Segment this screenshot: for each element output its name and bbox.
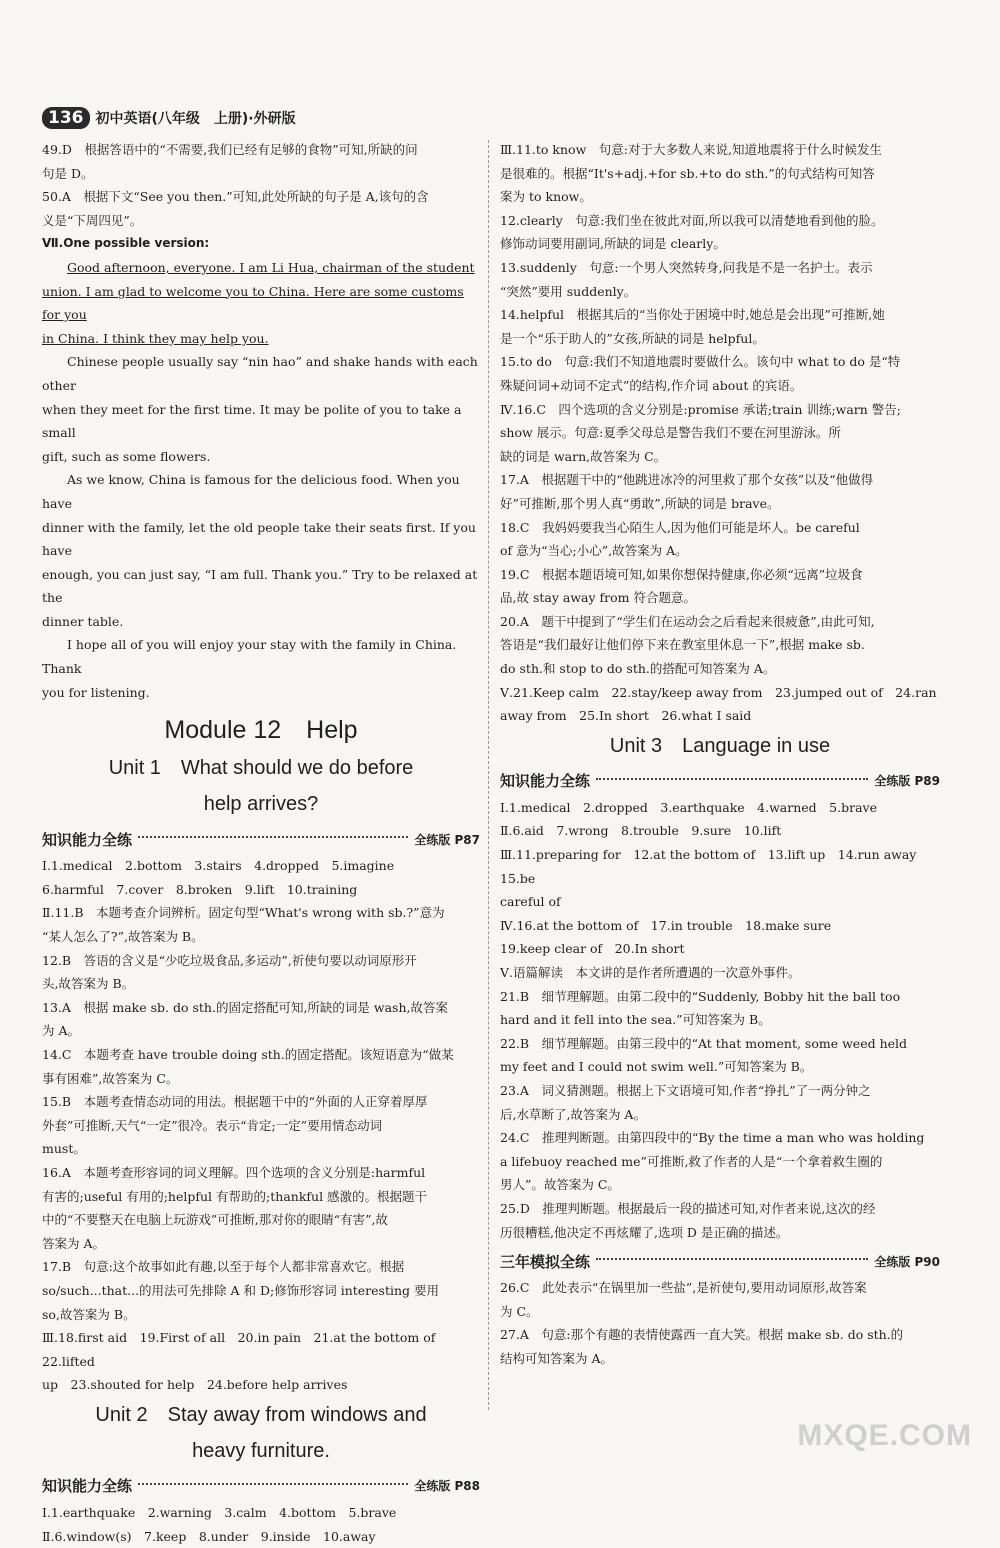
answer-line: 案为 to know。 bbox=[500, 185, 940, 209]
answer-line: away from 25.In short 26.what I said bbox=[500, 704, 940, 728]
answer-line: 是很难的。根据“It's+adj.+for sb.+to do sth.”的句式结构可知答 bbox=[500, 162, 940, 186]
answer-line: 16.A 本题考查形容词的词义理解。四个选项的含义分别是:harmful bbox=[42, 1161, 480, 1185]
answer-line: 外套”可推断,天气“一定”很冷。表示“肯定;一定”要用情态动词 bbox=[42, 1114, 480, 1138]
section-ref: 全练版 P90 bbox=[874, 1253, 940, 1270]
answer-line: 50.A 根据下文“See you then.”可知,此处所缺的句子是 A,该句的含 bbox=[42, 185, 480, 209]
answer-line: 12.B 答语的含义是“少吃垃圾食品,多运动”,祈使句要以动词原形开 bbox=[42, 949, 480, 973]
answer-line: Ⅱ.6.aid 7.wrong 8.trouble 9.sure 10.lift bbox=[500, 819, 940, 843]
answer-line: Ⅰ.1.medical 2.bottom 3.stairs 4.dropped 5.imagine bbox=[42, 854, 480, 878]
unit2-answers bbox=[42, 1501, 480, 1548]
answer-line: 15.B 本题考查情态动词的用法。根据题干中的“外面的人正穿着厚厚 bbox=[42, 1090, 480, 1114]
right-column bbox=[500, 138, 940, 1371]
answer-line: 21.B 细节理解题。由第二段中的“Suddenly, Bobby hit the ball too bbox=[500, 985, 940, 1009]
answer-line: 15.to do 句意:我们不知道地震时要做什么。该句中 what to do 是“特 bbox=[500, 350, 940, 374]
answer-line: 17.B 句意:这个故事如此有趣,以至于每个人都非常喜欢它。根据 bbox=[42, 1255, 480, 1279]
unit-title: help arrives? bbox=[42, 786, 480, 822]
essay-line: union. I am glad to welcome you to China. Here are some customs for you bbox=[42, 280, 480, 327]
essay-line: As we know, China is famous for the delicious food. When you have bbox=[42, 468, 480, 515]
answer-line: 答语是“我们最好让他们停下来在教室里休息一下”,根据 make sb. bbox=[500, 633, 940, 657]
answer-line: 男人”。故答案为 C。 bbox=[500, 1173, 940, 1197]
answer-line: Ⅳ.16.at the bottom of 17.in trouble 18.make sure bbox=[500, 914, 940, 938]
answer-line: 17.A 根据题干中的“他跳进冰冷的河里救了那个女孩”以及“他做得 bbox=[500, 468, 940, 492]
answer-line: careful of bbox=[500, 890, 940, 914]
answer-line: 义是“下周四见”。 bbox=[42, 209, 480, 233]
answer-line: 13.A 根据 make sb. do sth.的固定搭配可知,所缺的词是 wash,故答案 bbox=[42, 996, 480, 1020]
page-header bbox=[42, 103, 296, 133]
answer-line: 有害的;useful 有用的;helpful 有帮助的;thankful 感激的。根据题干 bbox=[42, 1185, 480, 1209]
answer-line: 25.D 推理判断题。根据最后一段的描述可知,对作者来说,这次的经 bbox=[500, 1197, 940, 1221]
answer-line: 为 A。 bbox=[42, 1019, 480, 1043]
answer-line: 49.D 根据答语中的“不需要,我们已经有足够的食物”可知,所缺的问 bbox=[42, 138, 480, 162]
answer-line: hard and it fell into the sea.”可知答案为 B。 bbox=[500, 1008, 940, 1032]
practice-answers bbox=[500, 1276, 940, 1370]
essay-line: you for listening. bbox=[42, 681, 480, 705]
answer-line: so,故答案为 B。 bbox=[42, 1303, 480, 1327]
answer-line: 14.C 本题考查 have trouble doing sth.的固定搭配。该短语意为“做某 bbox=[42, 1043, 480, 1067]
answer-line: Ⅲ.11.preparing for 12.at the bottom of 13.lift up 14.run away 15.be bbox=[500, 843, 940, 890]
section-heading bbox=[42, 1473, 480, 1499]
answer-line: 结构可知答案为 A。 bbox=[500, 1347, 940, 1371]
answer-line: do sth.和 stop to do sth.的搭配可知答案为 A。 bbox=[500, 657, 940, 681]
unit3-answers bbox=[500, 796, 940, 1244]
answer-line: 14.helpful 根据其后的“当你处于困境中时,她总是会出现”可推断,她 bbox=[500, 303, 940, 327]
module-title: Module 12 Help bbox=[42, 710, 480, 746]
answer-line: Ⅰ.1.earthquake 2.warning 3.calm 4.bottom 5.brave bbox=[42, 1501, 480, 1525]
section-heading bbox=[500, 768, 940, 794]
essay-line: enough, you can just say, “I am full. Thank you.” Try to be relaxed at the bbox=[42, 563, 480, 610]
answer-line: 26.C 此处表示“在锅里加一些盐”,是祈使句,要用动词原形,故答案 bbox=[500, 1276, 940, 1300]
answer-line: 27.A 句意:那个有趣的表情使露西一直大笑。根据 make sb. do sth.的 bbox=[500, 1323, 940, 1347]
answer-line: 后,水草断了,故答案为 A。 bbox=[500, 1103, 940, 1127]
answer-line: 22.B 细节理解题。由第三段中的“At that moment, some weed held bbox=[500, 1032, 940, 1056]
section-heading bbox=[42, 826, 480, 852]
answer-line: 20.A 题干中提到了“学生们在运动会之后看起来很疲惫”,由此可知, bbox=[500, 610, 940, 634]
answer-line: 24.C 推理判断题。由第四段中的“By the time a man who was holding bbox=[500, 1126, 940, 1150]
answer-line: must。 bbox=[42, 1137, 480, 1161]
answer-line: my feet and I could not swim well.”可知答案为 B。 bbox=[500, 1055, 940, 1079]
unit-title: heavy furniture. bbox=[42, 1433, 480, 1469]
answer-line: Ⅱ.6.window(s) 7.keep 8.under 9.inside 10.away bbox=[42, 1525, 480, 1548]
watermark: MXQE.COM bbox=[797, 1419, 972, 1453]
answer-line: 13.suddenly 句意:一个男人突然转身,问我是不是一名护士。表示 bbox=[500, 256, 940, 280]
answer-line: Ⅱ.11.B 本题考查介词辨析。固定句型“What's wrong with sb.?”意为 bbox=[42, 901, 480, 925]
answer-line: of 意为“当心;小心”,故答案为 A。 bbox=[500, 539, 940, 563]
answer-line: 19.C 根据本题语境可知,如果你想保持健康,你必须“远离”垃圾食 bbox=[500, 563, 940, 587]
answer-line: 修饰动词要用副词,所缺的词是 clearly。 bbox=[500, 232, 940, 256]
answer-line: Ⅲ.18.first aid 19.First of all 20.in pain 21.at the bottom of 22.lifted bbox=[42, 1326, 480, 1373]
answer-line: 18.C 我妈妈要我当心陌生人,因为他们可能是坏人。be careful bbox=[500, 516, 940, 540]
answer-line: 是一个“乐于助人的”女孩,所缺的词是 helpful。 bbox=[500, 327, 940, 351]
dotted-leader bbox=[596, 778, 868, 780]
answer-line: up 23.shouted for help 24.before help arrives bbox=[42, 1373, 480, 1397]
essay-line: dinner with the family, let the old people take their seats first. If you have bbox=[42, 516, 480, 563]
answer-line: Ⅰ.1.medical 2.dropped 3.earthquake 4.warned 5.brave bbox=[500, 796, 940, 820]
answer-line: 好”可推断,那个男人真“勇敢”,所缺的词是 brave。 bbox=[500, 492, 940, 516]
answer-line: 中的“不要整天在电脑上玩游戏”可推断,那对你的眼睛“有害”,故 bbox=[42, 1208, 480, 1232]
essay-line: Chinese people usually say “nin hao” and shake hands with each other bbox=[42, 350, 480, 397]
section-title: 三年模拟全练 bbox=[500, 1251, 590, 1272]
answer-line: “突然”要用 suddenly。 bbox=[500, 280, 940, 304]
section-title: 知识能力全练 bbox=[500, 770, 590, 791]
unit2-answers-cont bbox=[500, 138, 940, 728]
section-ref: 全练版 P87 bbox=[414, 831, 480, 848]
essay-line: gift, such as some flowers. bbox=[42, 445, 480, 469]
answer-line: a lifebuoy reached me”可推断,救了作者的人是“一个拿着救生圈的 bbox=[500, 1150, 940, 1174]
answer-line: 句是 D。 bbox=[42, 162, 480, 186]
answer-line: 23.A 词义猜测题。根据上下文语境可知,作者“挣扎”了一两分钟之 bbox=[500, 1079, 940, 1103]
answer-line: 殊疑问词+动词不定式”的结构,作介词 about 的宾语。 bbox=[500, 374, 940, 398]
section-ref: 全练版 P89 bbox=[874, 772, 940, 789]
answer-line: “某人怎么了?”,故答案为 B。 bbox=[42, 925, 480, 949]
page-number: 136 bbox=[42, 107, 90, 129]
dotted-leader bbox=[138, 1483, 408, 1485]
answer-line: 品,故 stay away from 符合题意。 bbox=[500, 586, 940, 610]
answer-line: 答案为 A。 bbox=[42, 1232, 480, 1256]
essay-line: dinner table. bbox=[42, 610, 480, 634]
column-divider bbox=[488, 140, 489, 1410]
book-title: 初中英语(八年级 上册)·外研版 bbox=[96, 108, 296, 128]
left-column bbox=[42, 138, 480, 1548]
answer-line: 事有困难”,故答案为 C。 bbox=[42, 1067, 480, 1091]
answer-line: Ⅲ.11.to know 句意:对于大多数人来说,知道地震将于什么时候发生 bbox=[500, 138, 940, 162]
section-heading bbox=[500, 1248, 940, 1274]
unit-title: Unit 3 Language in use bbox=[500, 728, 940, 764]
answer-line: show 展示。句意:夏季父母总是警告我们不要在河里游泳。所 bbox=[500, 421, 940, 445]
section-title: 知识能力全练 bbox=[42, 829, 132, 850]
essay-line: Good afternoon, everyone. I am Li Hua, chairman of the student bbox=[42, 256, 480, 280]
answer-line: 为 C。 bbox=[500, 1300, 940, 1324]
section-title: 知识能力全练 bbox=[42, 1475, 132, 1496]
answer-line: Ⅴ.21.Keep calm 22.stay/keep away from 23.jumped out of 24.ran bbox=[500, 681, 940, 705]
essay-line: I hope all of you will enjoy your stay with the family in China. Thank bbox=[42, 633, 480, 680]
answer-line: 头,故答案为 B。 bbox=[42, 972, 480, 996]
essay-line: in China. I think they may help you. bbox=[42, 327, 480, 351]
answer-line: 12.clearly 句意:我们坐在彼此对面,所以我可以清楚地看到他的脸。 bbox=[500, 209, 940, 233]
answer-line: 6.harmful 7.cover 8.broken 9.lift 10.training bbox=[42, 878, 480, 902]
unit-title: Unit 2 Stay away from windows and bbox=[42, 1397, 480, 1433]
dotted-leader bbox=[138, 836, 408, 838]
answer-line: so/such...that...的用法可先排除 A 和 D;修饰形容词 interesting 要用 bbox=[42, 1279, 480, 1303]
answer-line: 历很糟糕,他决定不再炫耀了,选项 D 是正确的描述。 bbox=[500, 1221, 940, 1245]
answer-line: Ⅳ.16.C 四个选项的含义分别是:promise 承诺;train 训练;warn 警告; bbox=[500, 398, 940, 422]
unit1-answers bbox=[42, 854, 480, 1397]
answer-line: 19.keep clear of 20.In short bbox=[500, 937, 940, 961]
answer-line: Ⅴ.语篇解读 本文讲的是作者所遭遇的一次意外事件。 bbox=[500, 961, 940, 985]
unit-title: Unit 1 What should we do before bbox=[42, 750, 480, 786]
section-label: Ⅶ.One possible version: bbox=[42, 232, 480, 256]
dotted-leader bbox=[596, 1258, 868, 1260]
essay-line: when they meet for the first time. It may be polite of you to take a small bbox=[42, 398, 480, 445]
answer-line: 缺的词是 warn,故答案为 C。 bbox=[500, 445, 940, 469]
section-ref: 全练版 P88 bbox=[414, 1477, 480, 1494]
